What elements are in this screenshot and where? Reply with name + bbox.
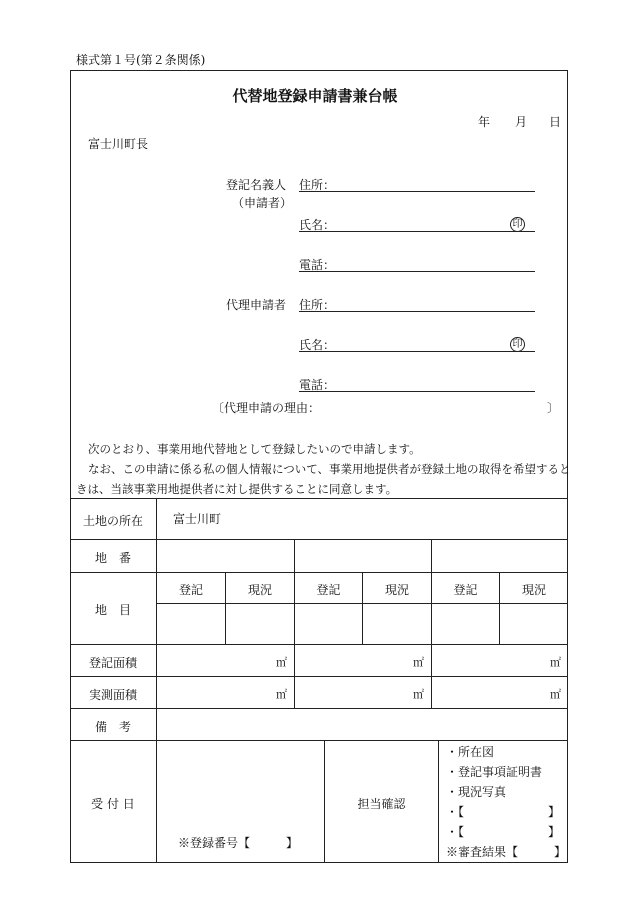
statement-line-1: 次のとおり、事業用地代替地として登録したいので申請します。 [88, 442, 421, 456]
unit-m2: ㎡ [550, 656, 561, 669]
checklist-item: ※審査結果【 】 [446, 845, 567, 859]
location-label: 土地の所在 [82, 514, 143, 528]
surveyed-area-label: 実測面積 [88, 688, 137, 702]
receipt-date-label: 受 付 日 [91, 797, 135, 811]
checklist-item: ・【 】 [446, 805, 561, 819]
addressee: 富士川町長 [88, 137, 149, 151]
proxy-phone-label: 電話： [299, 378, 336, 392]
registrant-phone-field[interactable] [299, 271, 535, 272]
registrant-sublabel: （申請者） [232, 196, 293, 210]
registered-header: 登記 [178, 583, 203, 597]
lot-number-label: 地 番 [94, 551, 131, 565]
registrant-address-field[interactable] [299, 191, 535, 192]
registrant-name-label: 氏名： [299, 218, 336, 232]
remarks-label: 備 考 [94, 720, 131, 734]
current-header: 現況 [521, 583, 546, 597]
registrant-label: 登記名義人 [226, 178, 287, 192]
statement-line-2: なお、この申請に係る私の個人情報について、事業用地提供者が登録土地の取得を希望すると [88, 462, 571, 476]
checklist-item: ・登記事項証明書 [446, 765, 543, 779]
seal-mark: 印 [510, 217, 525, 232]
registration-number: ※登録番号【 】 [178, 836, 299, 850]
registered-header: 登記 [453, 583, 478, 597]
date-month: 月 [515, 115, 528, 129]
registrant-phone-label: 電話： [299, 258, 336, 272]
proxy-name-field[interactable] [299, 351, 535, 352]
proxy-reason-close: 〕 [547, 401, 560, 415]
unit-m2: ㎡ [413, 688, 424, 701]
current-header: 現況 [384, 583, 409, 597]
location-value[interactable]: 富士川町 [173, 512, 222, 526]
registrant-name-field[interactable] [299, 231, 535, 232]
form-title: 代替地登録申請書兼台帳 [232, 87, 398, 105]
registered-area-label: 登記面積 [88, 656, 137, 670]
unit-m2: ㎡ [276, 656, 287, 669]
proxy-address-field[interactable] [299, 311, 535, 312]
date-day: 日 [549, 115, 562, 129]
registrant-address-label: 住所： [299, 178, 336, 192]
seal-mark: 印 [510, 337, 525, 352]
statement-line-3: きは、当該事業用地提供者に対し提供することに同意します。 [76, 482, 398, 496]
current-header: 現況 [247, 583, 272, 597]
proxy-address-label: 住所： [299, 298, 336, 312]
checklist-item: ・現況写真 [446, 785, 507, 799]
unit-m2: ㎡ [550, 688, 561, 701]
proxy-name-label: 氏名： [299, 338, 336, 352]
proxy-reason-label: 〔代理申請の理由： [212, 401, 321, 415]
unit-m2: ㎡ [276, 688, 287, 701]
unit-m2: ㎡ [413, 656, 424, 669]
staff-check-label: 担当確認 [357, 797, 406, 811]
form-number: 様式第１号(第２条関係) [76, 53, 206, 67]
proxy-phone-field[interactable] [299, 391, 535, 392]
land-category-label: 地 目 [94, 603, 131, 617]
date-year: 年 [478, 115, 491, 129]
checklist-item: ・所在図 [446, 745, 495, 759]
registered-header: 登記 [316, 583, 341, 597]
checklist-item: ・【 】 [446, 825, 561, 839]
proxy-label: 代理申請者 [226, 298, 287, 312]
